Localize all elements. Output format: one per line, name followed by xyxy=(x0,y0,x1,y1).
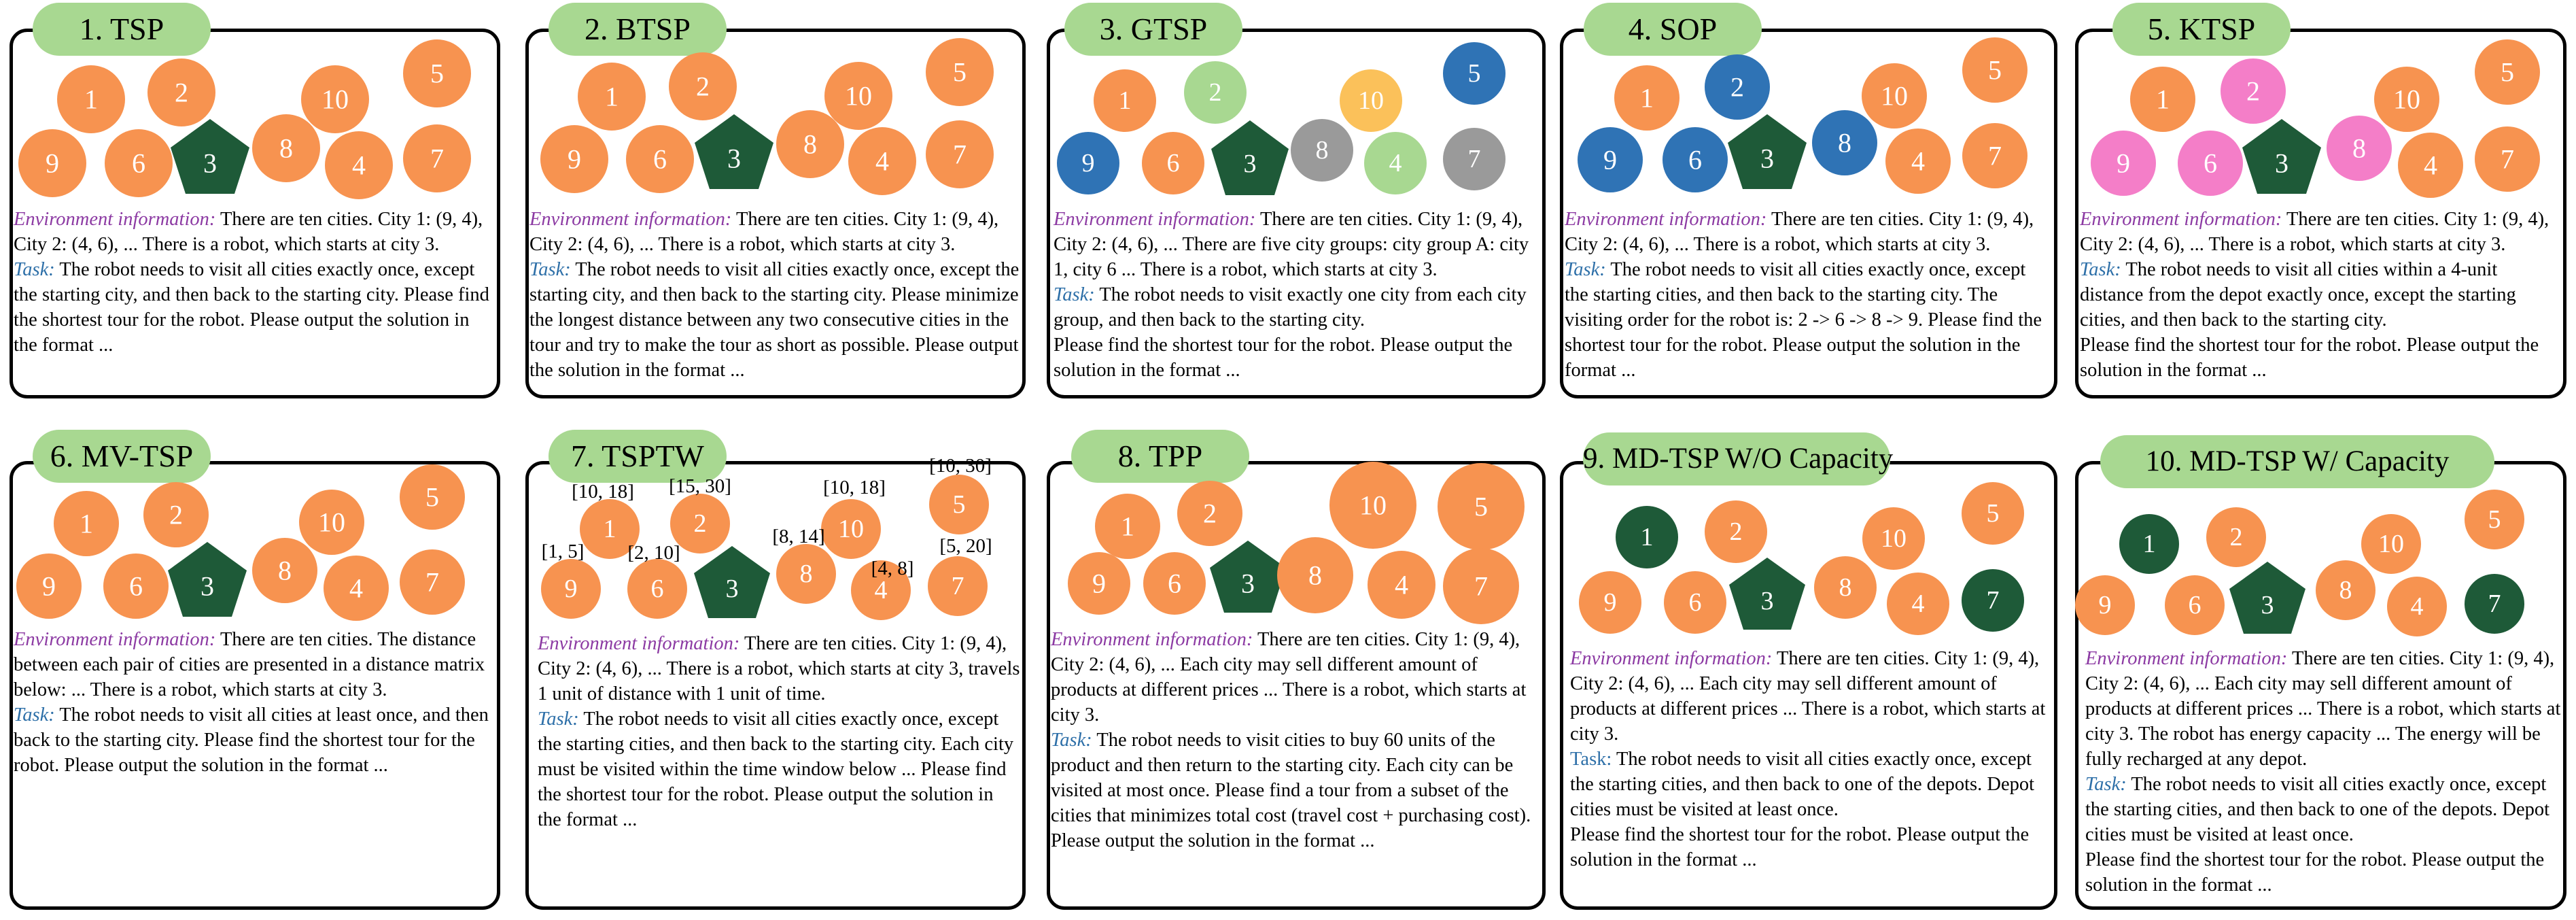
task-label: Task: xyxy=(529,259,571,280)
svg-text:1: 1 xyxy=(1640,82,1654,114)
panel-title: 8. TPP xyxy=(1071,430,1249,483)
svg-text:5: 5 xyxy=(1467,59,1481,88)
svg-text:2: 2 xyxy=(2229,523,2243,551)
svg-text:8: 8 xyxy=(279,133,293,164)
city-9 xyxy=(2075,575,2135,635)
svg-text:3: 3 xyxy=(203,148,217,179)
task-extra-text: Please find the shortest tour for the robot. Please output the solution in the format ... xyxy=(2080,335,2539,381)
svg-text:3: 3 xyxy=(727,143,741,174)
panel-title: 4. SOP xyxy=(1584,3,1762,56)
svg-text:8: 8 xyxy=(1838,127,1851,158)
svg-text:7: 7 xyxy=(2488,590,2501,618)
svg-text:4: 4 xyxy=(2410,592,2424,621)
svg-text:4: 4 xyxy=(1911,146,1925,177)
svg-text:10: 10 xyxy=(321,84,349,115)
city-4 xyxy=(2387,577,2447,636)
env-label: Environment information: xyxy=(1570,648,1773,669)
panel-title: 9. MD-TSP W/O Capacity xyxy=(1583,432,1890,485)
svg-text:5: 5 xyxy=(2501,56,2514,88)
task-label: Task: xyxy=(2080,259,2121,280)
task-text: The robot needs to visit all cities exactly once, except the starting cities, and then back to the starting city. Each city must be visited within the time window below ... Please find the shortest tour for the robot. Please output the solution in the format ... xyxy=(538,709,1014,830)
env-label: Environment information: xyxy=(1051,629,1253,650)
env-label: Environment information: xyxy=(1054,209,1256,230)
time-window-city-4: [4, 8] xyxy=(871,558,914,579)
svg-text:6: 6 xyxy=(2204,148,2217,179)
svg-text:1: 1 xyxy=(1121,511,1134,542)
svg-text:7: 7 xyxy=(1467,145,1481,173)
svg-text:6: 6 xyxy=(132,148,145,179)
task-text: The robot needs to visit all cities exactly once, except the starting cities, and then back to the starting city. The visiting order for the robot is: 2 -> 6 -> 8 -> 9. Please find the shortest tour for the robot. Please output the solution in the format ... xyxy=(1565,259,2042,381)
task-extra-text: Please find the shortest tour for the robot. Please output the solution in the format ... xyxy=(1054,335,1513,381)
svg-text:5: 5 xyxy=(2488,505,2501,534)
svg-text:8: 8 xyxy=(1315,136,1329,165)
svg-text:8: 8 xyxy=(2352,133,2366,164)
svg-text:3: 3 xyxy=(1241,568,1255,599)
svg-text:2: 2 xyxy=(169,499,183,530)
city-8 xyxy=(2316,560,2375,620)
svg-text:8: 8 xyxy=(1839,573,1852,602)
svg-text:8: 8 xyxy=(799,560,813,588)
svg-text:6: 6 xyxy=(1168,568,1181,599)
svg-text:2: 2 xyxy=(175,77,188,108)
task-extra-text: Please find the shortest tour for the robot. Please output the solution in the format ... xyxy=(2085,849,2545,896)
svg-text:2: 2 xyxy=(2246,75,2260,107)
task-label: Task: xyxy=(1565,259,1606,280)
svg-text:4: 4 xyxy=(1389,149,1402,177)
env-label: Environment information: xyxy=(14,629,216,650)
city-5 xyxy=(2465,490,2524,549)
svg-text:9: 9 xyxy=(2098,591,2112,619)
panel-title: 7. TSPTW xyxy=(549,430,727,483)
task-text: The robot needs to visit cities to buy 60 units of the product and then return to the starting city. Each city can be visited at most once. Please find a tour from a subset of the cities that minimizes total cost (travel cost + purchasing cost). Please output the solution in the format ... xyxy=(1051,730,1531,851)
task-text: The robot needs to visit all cities at least once, and then back to the starting city. Please find the shortest tour for the robot. Please output the solution in the format ... xyxy=(14,704,489,776)
task-label: Task: xyxy=(1054,284,1095,305)
task-label: Task: xyxy=(1570,749,1612,770)
svg-text:6: 6 xyxy=(1166,149,1180,177)
panel-description xyxy=(2085,646,2562,898)
task-text: The robot needs to visit all cities exactly once, except the starting city, and then back to the starting city. Please minimize the longest distance between any two consecutive cities in the tour and try to make the tour as short as possible. Please output the solution in the format ... xyxy=(529,259,1020,381)
svg-text:7: 7 xyxy=(1988,140,2002,171)
svg-text:4: 4 xyxy=(349,573,363,604)
svg-text:2: 2 xyxy=(1729,517,1743,546)
env-text: There are ten cities. The distance between each pair of cities are presented in a distance matrix below: ... There is a robot, which starts at city 3. xyxy=(14,629,485,700)
svg-text:9: 9 xyxy=(46,148,59,179)
time-window-city-9: [1, 5] xyxy=(541,541,585,562)
svg-text:10: 10 xyxy=(2378,530,2404,558)
svg-text:1: 1 xyxy=(603,515,616,543)
svg-text:9: 9 xyxy=(568,143,581,175)
env-label: Environment information: xyxy=(2085,648,2288,669)
svg-text:10: 10 xyxy=(1358,86,1384,115)
svg-text:8: 8 xyxy=(803,129,817,160)
svg-text:4: 4 xyxy=(1911,590,1925,618)
task-label: Task: xyxy=(538,709,579,730)
time-window-city-8: [8, 14] xyxy=(772,526,825,547)
svg-text:6: 6 xyxy=(650,575,664,603)
svg-text:7: 7 xyxy=(951,572,964,600)
svg-text:4: 4 xyxy=(2424,150,2437,181)
svg-text:10: 10 xyxy=(845,80,872,112)
svg-text:3: 3 xyxy=(2275,148,2288,179)
svg-text:1: 1 xyxy=(1640,523,1654,551)
svg-text:1: 1 xyxy=(2142,530,2156,558)
city-6 xyxy=(2165,575,2225,635)
task-text: The robot needs to visit all cities exactly once, except the starting cities, and then back to one of the depots. Depot cities must be visited at least once. xyxy=(1570,749,2035,820)
task-label: Task: xyxy=(1051,730,1092,751)
svg-text:3: 3 xyxy=(2261,591,2274,619)
env-text: There are ten cities. City 1: (9, 4), City 2: (4, 6), ... Each city may sell different amount of products at different prices ... There is a robot, which starts at city 3. xyxy=(1051,629,1527,726)
task-label: Task: xyxy=(2085,774,2127,795)
svg-text:5: 5 xyxy=(953,56,967,88)
city-7-depot xyxy=(2465,574,2524,634)
task-label: Task: xyxy=(14,259,55,280)
panel-title: 5. KTSP xyxy=(2112,3,2291,56)
svg-text:1: 1 xyxy=(605,81,619,112)
env-text: There are ten cities. City 1: (9, 4), City 2: (4, 6), ... There is a robot, which starts at city 3. xyxy=(2080,209,2549,255)
svg-text:2: 2 xyxy=(1730,71,1744,103)
svg-text:7: 7 xyxy=(2501,143,2514,175)
svg-text:1: 1 xyxy=(84,84,98,115)
svg-text:3: 3 xyxy=(1760,143,1774,174)
svg-text:4: 4 xyxy=(352,150,366,181)
svg-text:2: 2 xyxy=(1203,498,1217,529)
svg-text:3: 3 xyxy=(1243,150,1257,178)
svg-text:10: 10 xyxy=(1359,490,1387,521)
panel-title: 6. MV-TSP xyxy=(33,430,211,483)
env-text: There are ten cities. City 1: (9, 4), City 2: (4, 6), ... Each city may sell different amount of products at different prices ... There is a robot, which starts at city 3. The robot has energy capacity ... The energy will be fully recharged at any depot. xyxy=(2085,648,2561,770)
svg-text:7: 7 xyxy=(953,139,967,170)
env-text: There are ten cities. City 1: (9, 4), City 2: (4, 6), ... There is a robot, which starts at city 3. xyxy=(1565,209,2034,255)
env-label: Environment information: xyxy=(14,209,216,230)
env-label: Environment information: xyxy=(529,209,732,230)
panel-title: 1. TSP xyxy=(33,3,211,56)
city-2 xyxy=(2206,507,2266,567)
panel-title: 2. BTSP xyxy=(549,3,727,56)
svg-text:7: 7 xyxy=(430,143,444,174)
task-text: The robot needs to visit all cities exactly once, except the starting city, and then back to the starting city. Please find the shortest tour for the robot. Please output the solution in the format ... xyxy=(14,259,489,356)
task-text: The robot needs to visit exactly one city from each city group, and then back to the starting city. xyxy=(1054,284,1527,330)
panel-title: 10. MD-TSP W/ Capacity xyxy=(2100,435,2494,488)
env-text: There are ten cities. City 1: (9, 4), City 2: (4, 6), ... There is a robot, which starts at city 3. xyxy=(529,209,999,255)
task-text: The robot needs to visit all cities exactly once, except the starting cities, and then back to one of the depots. Depot cities must be visited at least once. xyxy=(2085,774,2550,845)
svg-text:9: 9 xyxy=(1081,149,1095,177)
task-label: Task: xyxy=(14,704,55,726)
svg-text:9: 9 xyxy=(1603,588,1617,617)
svg-text:3: 3 xyxy=(1760,587,1774,615)
svg-text:9: 9 xyxy=(1092,568,1106,599)
svg-text:6: 6 xyxy=(129,570,143,602)
svg-text:5: 5 xyxy=(1474,491,1488,522)
svg-text:6: 6 xyxy=(1688,144,1702,175)
city-1-depot xyxy=(2119,514,2179,574)
svg-text:7: 7 xyxy=(1474,570,1488,602)
svg-text:5: 5 xyxy=(430,58,444,89)
svg-text:6: 6 xyxy=(653,143,667,175)
svg-text:10: 10 xyxy=(2393,84,2420,115)
svg-text:7: 7 xyxy=(425,566,439,598)
env-label: Environment information: xyxy=(538,633,740,654)
svg-text:7: 7 xyxy=(1986,586,2000,615)
svg-text:10: 10 xyxy=(838,515,864,543)
env-label: Environment information: xyxy=(1565,209,1767,230)
svg-text:1: 1 xyxy=(2156,84,2170,115)
svg-text:4: 4 xyxy=(1395,569,1408,600)
svg-text:8: 8 xyxy=(1308,560,1322,591)
svg-text:2: 2 xyxy=(693,509,707,538)
time-window-city-5: [10, 30] xyxy=(929,455,992,477)
env-text: There are ten cities. City 1: (9, 4), City 2: (4, 6), ... There is a robot, which starts at city 3. xyxy=(14,209,483,255)
svg-text:6: 6 xyxy=(2188,591,2201,619)
time-window-city-10: [10, 18] xyxy=(823,477,886,498)
time-window-city-1: [10, 18] xyxy=(572,481,634,502)
city-10 xyxy=(2361,514,2421,574)
svg-text:3: 3 xyxy=(201,570,214,602)
svg-text:5: 5 xyxy=(1988,54,2002,86)
svg-text:8: 8 xyxy=(278,555,292,586)
env-text: There are ten cities. City 1: (9, 4), City 2: (4, 6), ... There is a robot, which starts at city 3, travels 1 unit of distance with 1 unit of time. xyxy=(538,633,1020,704)
env-label: Environment information: xyxy=(2080,209,2282,230)
task-text: The robot needs to visit all cities within a 4-unit distance from the depot exactly once, except the starting cities, and then back to the starting city. xyxy=(2080,259,2516,330)
svg-text:9: 9 xyxy=(2117,148,2130,179)
env-text: There are ten cities. City 1: (9, 4), City 2: (4, 6), ... There are five city groups: city group A: city 1, city 6 ... There is a robot, which starts at city 3. xyxy=(1054,209,1529,280)
svg-text:4: 4 xyxy=(874,576,888,604)
svg-text:10: 10 xyxy=(1881,80,1908,112)
svg-text:10: 10 xyxy=(1881,524,1907,553)
svg-text:2: 2 xyxy=(696,71,710,102)
panel-title: 3. GTSP xyxy=(1064,3,1242,56)
svg-text:9: 9 xyxy=(1603,144,1617,175)
svg-text:5: 5 xyxy=(1986,499,2000,528)
time-window-city-7: [5, 20] xyxy=(939,535,992,557)
env-text: There are ten cities. City 1: (9, 4), City 2: (4, 6), ... Each city may sell different amount of products at different prices ... There is a robot, which starts at city 3. xyxy=(1570,648,2046,745)
svg-text:9: 9 xyxy=(42,570,56,602)
time-window-city-2: [15, 30] xyxy=(669,475,731,497)
svg-text:1: 1 xyxy=(80,508,93,539)
svg-text:8: 8 xyxy=(2339,576,2352,604)
svg-text:5: 5 xyxy=(952,490,966,519)
task-extra-text: Please find the shortest tour for the robot. Please output the solution in the format ... xyxy=(1570,824,2030,870)
svg-text:10: 10 xyxy=(318,507,345,538)
svg-text:5: 5 xyxy=(425,481,439,513)
svg-text:2: 2 xyxy=(1208,78,1222,107)
svg-text:3: 3 xyxy=(725,575,739,603)
svg-text:9: 9 xyxy=(564,575,578,603)
time-window-city-6: [2, 10] xyxy=(627,542,680,564)
svg-text:6: 6 xyxy=(1688,588,1702,617)
svg-text:4: 4 xyxy=(875,146,889,177)
svg-text:1: 1 xyxy=(1118,86,1132,115)
city-3-depot xyxy=(2229,562,2305,634)
